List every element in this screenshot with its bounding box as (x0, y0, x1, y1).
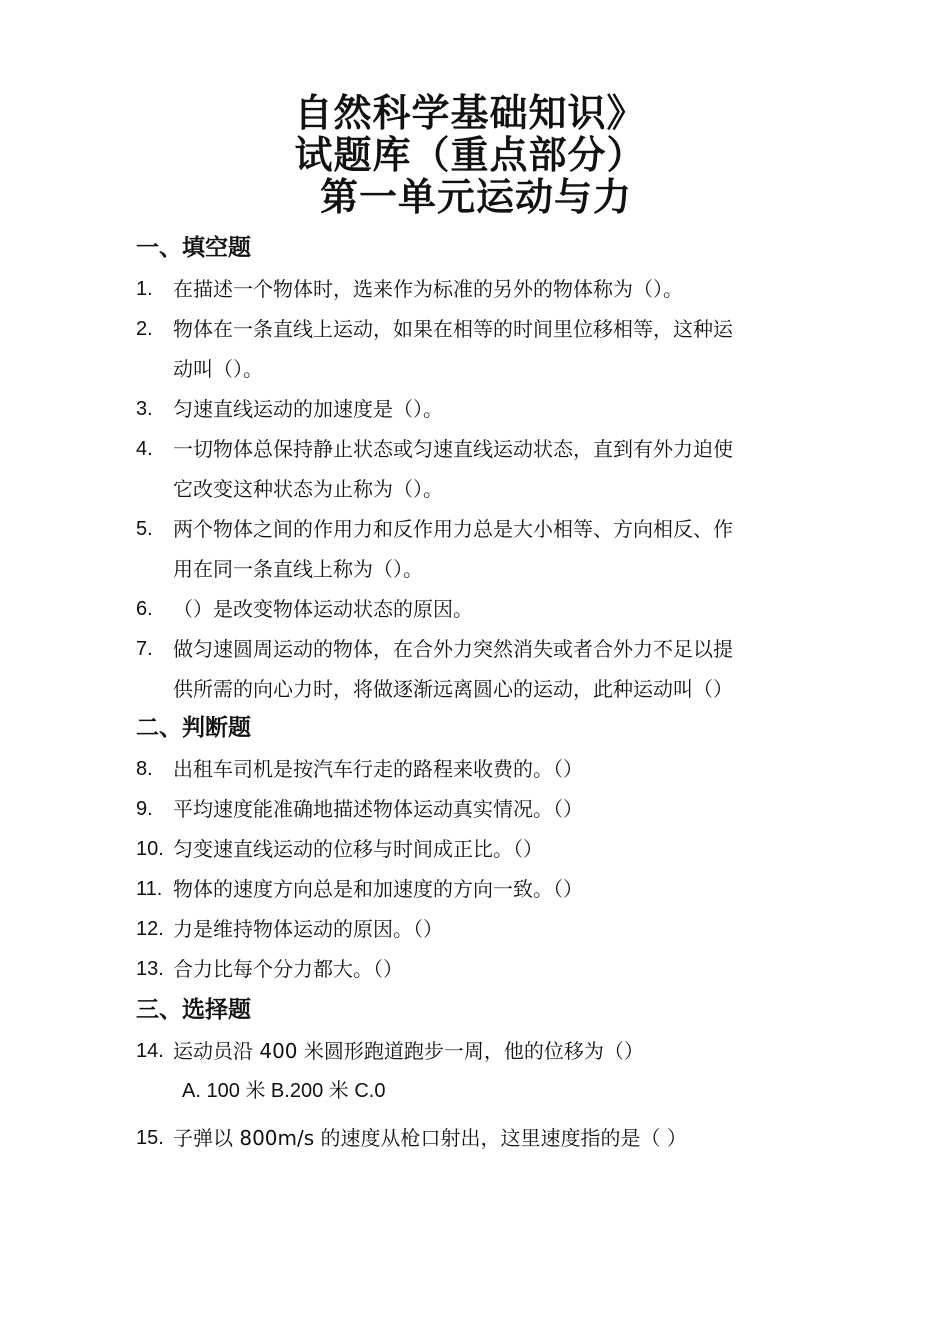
question-item (136, 429, 806, 509)
question-text: 运动员沿 400 米圆形跑道跑步一周，他的位移为（） (173, 1039, 644, 1063)
question-item (136, 589, 806, 629)
section-heading-fill-in: 一、填空题 (136, 235, 251, 261)
question-number: 2. (136, 318, 153, 340)
question-text: 匀速直线运动的加速度是（）。 (173, 397, 443, 421)
question-number: 10. (136, 838, 164, 860)
question-item (136, 1031, 806, 1071)
section-heading-multiple-choice: 三、选择题 (136, 997, 251, 1023)
question-item (136, 309, 806, 389)
question-number: 13. (136, 958, 164, 980)
question-text: 平均速度能准确地描述物体运动真实情况。（） (173, 797, 583, 821)
question-text: 在描述一个物体时，选来作为标准的另外的物体称为（）。 (173, 277, 683, 301)
question-item (136, 629, 806, 709)
question-number: 12. (136, 918, 164, 940)
question-item (136, 949, 806, 989)
question-number: 7. (136, 638, 153, 660)
question-number: 4. (136, 438, 153, 460)
question-text: 力是维持物体运动的原因。（） (173, 917, 443, 941)
question-text: 做匀速圆周运动的物体，在合外力突然消失或者合外力不足以提 (173, 637, 733, 661)
question-number: 14. (136, 1040, 164, 1062)
question-number: 1. (136, 278, 153, 300)
question-number: 5. (136, 518, 153, 540)
question-text: 物体的速度方向总是和加速度的方向一致。（） (173, 877, 583, 901)
question-text: 出租车司机是按汽车行走的路程来收费的。（） (173, 757, 583, 781)
question-text: 物体在一条直线上运动，如果在相等的时间里位移相等，这种运 (173, 317, 733, 341)
question-item (136, 269, 806, 309)
question-text-continued: 供所需的向心力时，将做逐渐远离圆心的运动，此种运动叫（） (173, 677, 733, 701)
question-text-continued: 动叫（）。 (173, 357, 263, 381)
question-number: 3. (136, 398, 153, 420)
question-number: 15. (136, 1127, 164, 1149)
question-text: 合力比每个分力都大。（） (173, 957, 403, 981)
question-text: 子弹以 800m/s 的速度从枪口射出，这里速度指的是（ ） (173, 1126, 687, 1150)
section-heading-true-false: 二、判断题 (136, 715, 251, 741)
question-item (136, 789, 806, 829)
question-text: 匀变速直线运动的位移与时间成正比。（） (173, 837, 543, 861)
question-item (136, 749, 806, 789)
question-number: 11. (136, 878, 163, 900)
question-text-continued: 用在同一条直线上称为（）。 (173, 557, 423, 581)
question-text: （）是改变物体运动状态的原因。 (173, 597, 473, 621)
question-item (136, 869, 806, 909)
answer-choices: A. 100 米 B.200 米 C.0 (182, 1080, 386, 1102)
question-number: 6. (136, 598, 153, 620)
title-line-2: 试题库（重点部分） (294, 133, 646, 177)
question-item (136, 1118, 806, 1158)
question-item (136, 509, 806, 589)
title-line-1: 自然科学基础知识》 (294, 91, 646, 135)
document-title (0, 92, 950, 218)
question-text: 一切物体总保持静止状态或匀速直线运动状态，直到有外力迫使 (173, 437, 733, 461)
title-line-3: 第一单元运动与力 (319, 175, 632, 219)
question-number: 9. (136, 798, 153, 820)
question-item (136, 389, 806, 429)
question-item (136, 829, 806, 869)
question-item (136, 909, 806, 949)
question-number: 8. (136, 758, 153, 780)
question-text: 两个物体之间的作用力和反作用力总是大小相等、方向相反、作 (173, 517, 733, 541)
question-text-continued: 它改变这种状态为止称为（）。 (173, 477, 443, 501)
